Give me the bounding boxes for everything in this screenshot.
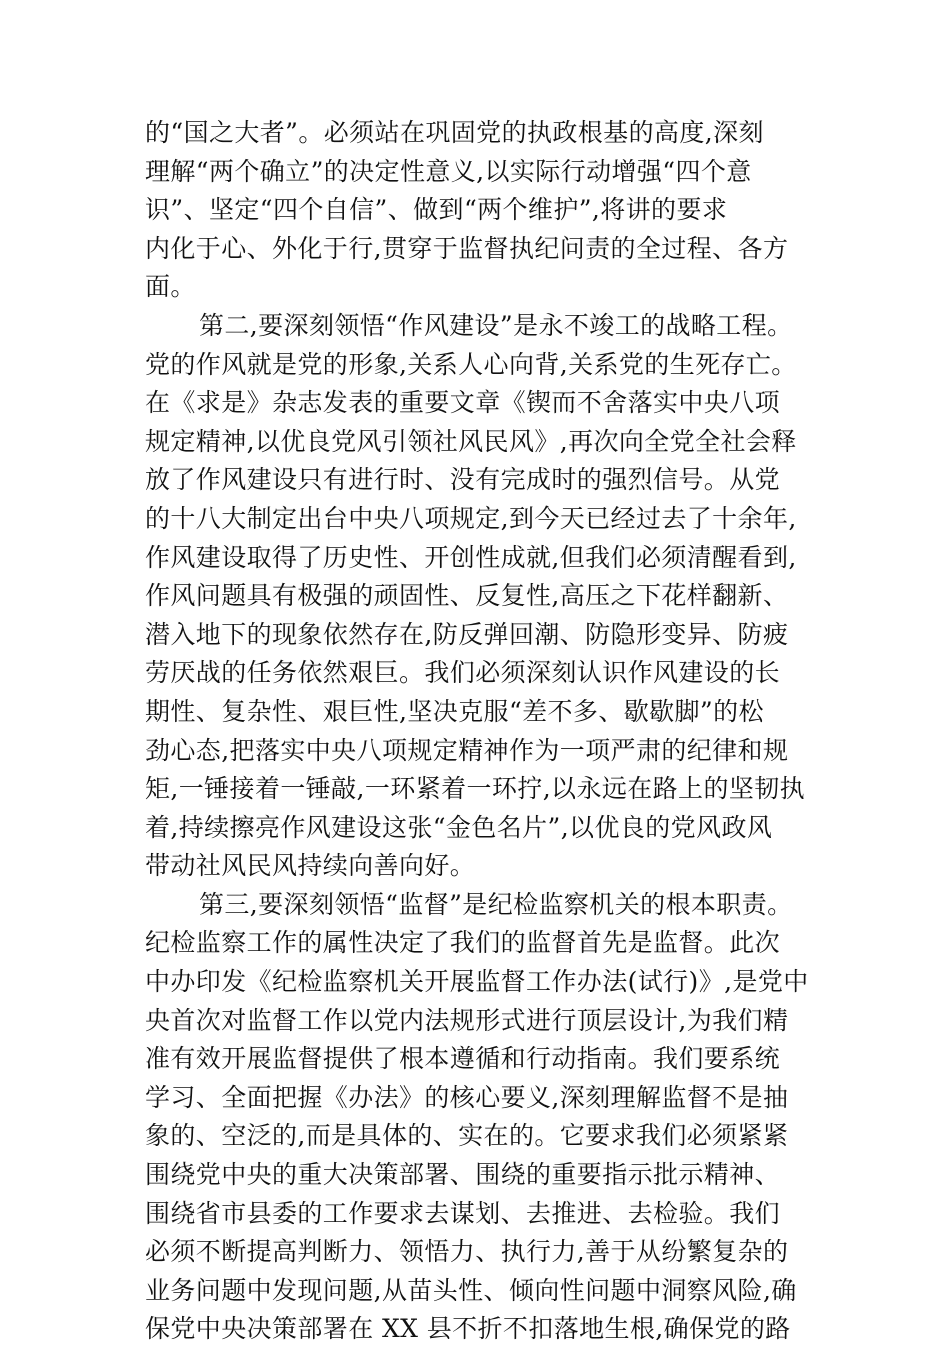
text-line: 准有效开展监督提供了根本遵循和行动指南。我们要系统 bbox=[145, 1044, 781, 1074]
text-line: 围绕省市县委的工作要求去谋划、去推进、去检验。我们 bbox=[145, 1198, 781, 1228]
text-line: 放了作风建设只有进行时、没有完成时的强烈信号。从党 bbox=[145, 465, 781, 495]
text-line: 必须不断提高判断力、领悟力、执行力,善于从纷繁复杂的 bbox=[145, 1237, 789, 1267]
paragraph-first-line: 第三,要深刻领悟“监督”是纪检监察机关的根本职责。 bbox=[199, 889, 793, 919]
text-line: 作风问题具有极强的顽固性、反复性,高压之下花样翻新、 bbox=[145, 581, 789, 611]
text-line: 内化于心、外化于行,贯穿于监督执纪问责的全过程、各方 bbox=[145, 233, 789, 263]
text-line: 矩,一锤接着一锤敲,一环紧着一环拧,以永远在路上的坚韧执 bbox=[145, 774, 806, 804]
body-text bbox=[145, 114, 811, 1349]
text-line: 在《求是》杂志发表的重要文章《锲而不舍落实中央八项 bbox=[145, 388, 781, 418]
text-line: 央首次对监督工作以党内法规形式进行顶层设计,为我们精 bbox=[145, 1005, 789, 1035]
text-line: 潜入地下的现象依然存在,防反弹回潮、防隐形变异、防疲 bbox=[145, 619, 789, 649]
text-line: 面。 bbox=[145, 272, 196, 302]
text-line: 学习、全面把握《办法》的核心要义,深刻理解监督不是抽 bbox=[145, 1082, 789, 1112]
text-line: 识”、坚定“四个自信”、做到“两个维护”,将讲的要求 bbox=[145, 195, 728, 225]
text-line: 带动社风民风持续向善向好。 bbox=[145, 851, 476, 881]
text-line: 理解“两个确立”的决定性意义,以实际行动增强“四个意 bbox=[145, 156, 752, 186]
text-line: 作风建设取得了历史性、开创性成就,但我们必须清醒看到, bbox=[145, 542, 797, 572]
text-line: 业务问题中发现问题,从苗头性、倾向性问题中洞察风险,确 bbox=[145, 1275, 797, 1305]
text-line: 围绕党中央的重大决策部署、围绕的重要指示批示精神、 bbox=[145, 1160, 781, 1190]
text-line: 的十八大制定出台中央八项规定,到今天已经过去了十余年, bbox=[145, 503, 797, 533]
text-line: 中办印发《纪检监察机关开展监督工作办法(试行)》,是党中 bbox=[145, 967, 809, 997]
text-line: 的“国之大者”。必须站在巩固党的执政根基的高度,深刻 bbox=[145, 118, 764, 147]
text-line: 保党中央决策部署在 XX 县不折不扣落地生根,确保党的路 bbox=[145, 1314, 791, 1344]
text-line: 规定精神,以优良党风引领社风民风》,再次向全党全社会释 bbox=[145, 426, 797, 456]
text-line: 期性、复杂性、艰巨性,坚决克服“差不多、歇歇脚”的松 bbox=[145, 696, 764, 726]
text-line: 着,持续擦亮作风建设这张“金色名片”,以优良的党风政风 bbox=[145, 812, 773, 842]
text-line: 象的、空泛的,而是具体的、实在的。它要求我们必须紧紧 bbox=[145, 1121, 789, 1151]
text-line: 劲心态,把落实中央八项规定精神作为一项严肃的纪律和规 bbox=[145, 735, 789, 765]
paragraph-first-line: 第二,要深刻领悟“作风建设”是永不竣工的战略工程。 bbox=[199, 310, 793, 340]
text-line: 劳厌战的任务依然艰巨。我们必须深刻认识作风建设的长 bbox=[145, 658, 781, 688]
text-line: 党的作风就是党的形象,关系人心向背,关系党的生死存亡。 bbox=[145, 349, 797, 379]
text-line: 纪检监察工作的属性决定了我们的监督首先是监督。此次 bbox=[145, 928, 781, 958]
